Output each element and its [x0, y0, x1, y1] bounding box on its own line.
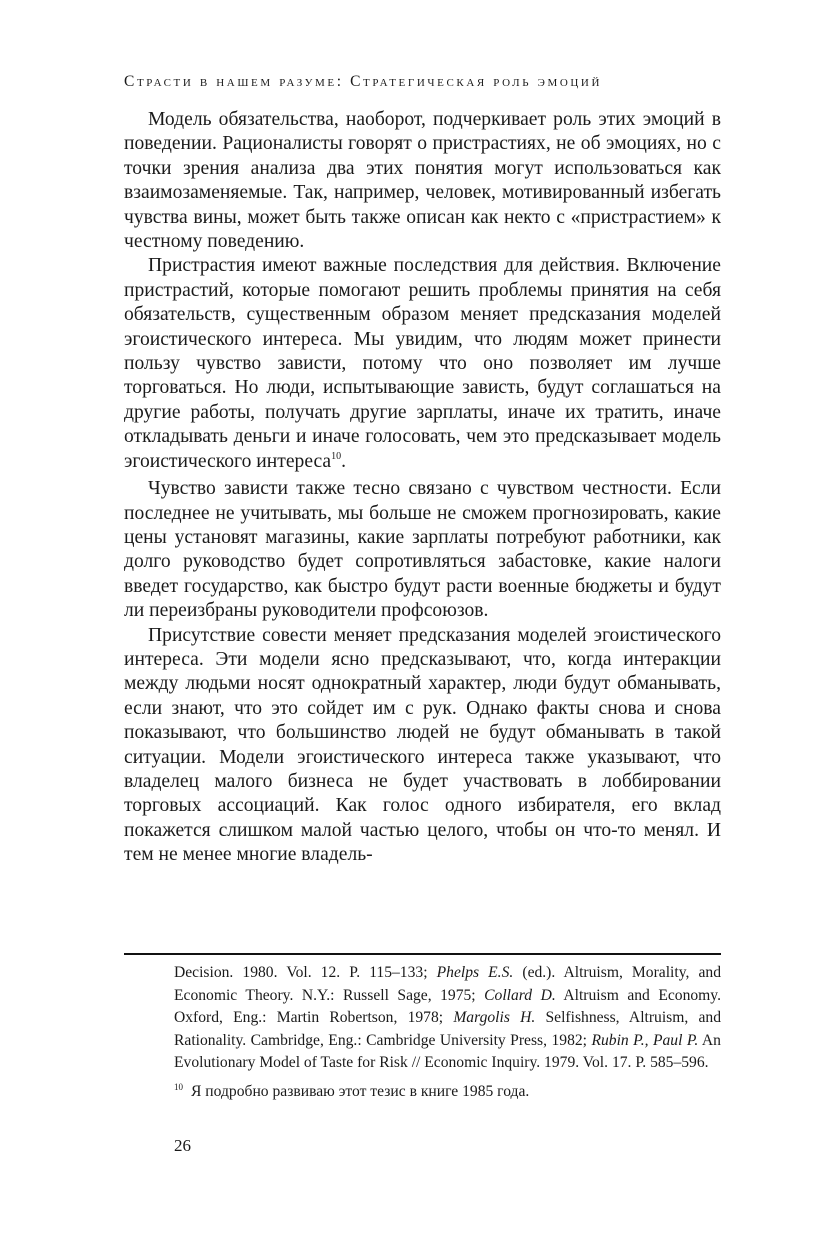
- paragraph: Модель обязательства, наоборот, подчеркивает роль этих эмоций в поведении. Рационалисты говорят о пристрастиях, не об эмоциях, но с точки зрения анализа два этих понятия могут использоваться как взаимозаменяемые. Так, например, человек, мотивированный избегать чувства вины, может быть также описан как некто с «пристрастием» к честному поведению.: [124, 109, 721, 253]
- footnote-10: $^{10}$ Я подробно развиваю этот тезис в книге 1985 года.: [174, 1081, 530, 1100]
- footnote-continued: Decision. 1980. Vol. 12. P. 115–133; Phelps E.S. (ed.). Altruism, Morality, and Economic Theory. N.Y.: Russell Sage, 1975; Collard D. Altruism and Economy. Oxford, Eng.: Martin Robertson, 1978; Margolis H. Selfishness, Altruism, and Rationality. Cambridge, Eng.: Cambridge University Press, 1982; Rubin P., Paul P. An Evolutionary Model of Taste for Risk // Economic Inquiry. 1979. Vol. 17. P. 585–596.: [174, 964, 721, 1072]
- footnote-ref[interactable]: 10: [331, 450, 342, 462]
- paragraph: Чувство зависти также тесно связано с чувством честности. Если последнее не учитывать, мы больше не сможем прогнозировать, какие цены установят магазины, какие зарплаты потребуют работники, как долго руководство будет сопротивляться забастовке, какие налоги введет государство, как быстро будут расти военные бюджеты и будут ли переизбраны руководители профсоюзов.: [124, 478, 721, 622]
- paragraph: Пристрастия имеют важные последствия для действия. Включение пристрастий, которые помогают решить проблемы принятия на себя обязательств, существенным образом меняет предсказания моделей эгоистического интереса. Мы увидим, что людям может принести пользу чувство зависти, потому что оно позволяет им лучше торговаться. Но люди, испытывающие зависть, будут соглашаться на другие работы, получать другие зарплаты, иначе их тратить, иначе откладывать деньги и иначе голосовать, чем это предсказывает модель эгоистического интереса$^{10}$.: [124, 255, 721, 472]
- paragraph: Присутствие совести меняет предсказания моделей эгоистического интереса. Эти модели ясно предсказывают, что, когда интеракции между людьми носят однократный характер, люди будут обманывать, если знают, что это сойдет им с рук. Однако факты снова и снова показывают, что большинство людей не будут обманывать в такой ситуации. Модели эгоистического интереса также указывают, что владелец малого бизнеса не будет участвовать в лоббировании торговых ассоциаций. Как голос одного избирателя, его вклад покажется слишком малой частью целого, чтобы он что-то менял. И тем не менее многие владель-: [124, 624, 721, 866]
- footnote-separator: [124, 953, 721, 955]
- page-number: 26: [174, 1136, 191, 1155]
- footnote-number: 10: [174, 1081, 183, 1092]
- footnotes: [174, 962, 721, 1105]
- running-head: Страсти в нашем разуме: Стратегическая роль эмоций: [124, 73, 602, 90]
- body-text: [124, 108, 721, 868]
